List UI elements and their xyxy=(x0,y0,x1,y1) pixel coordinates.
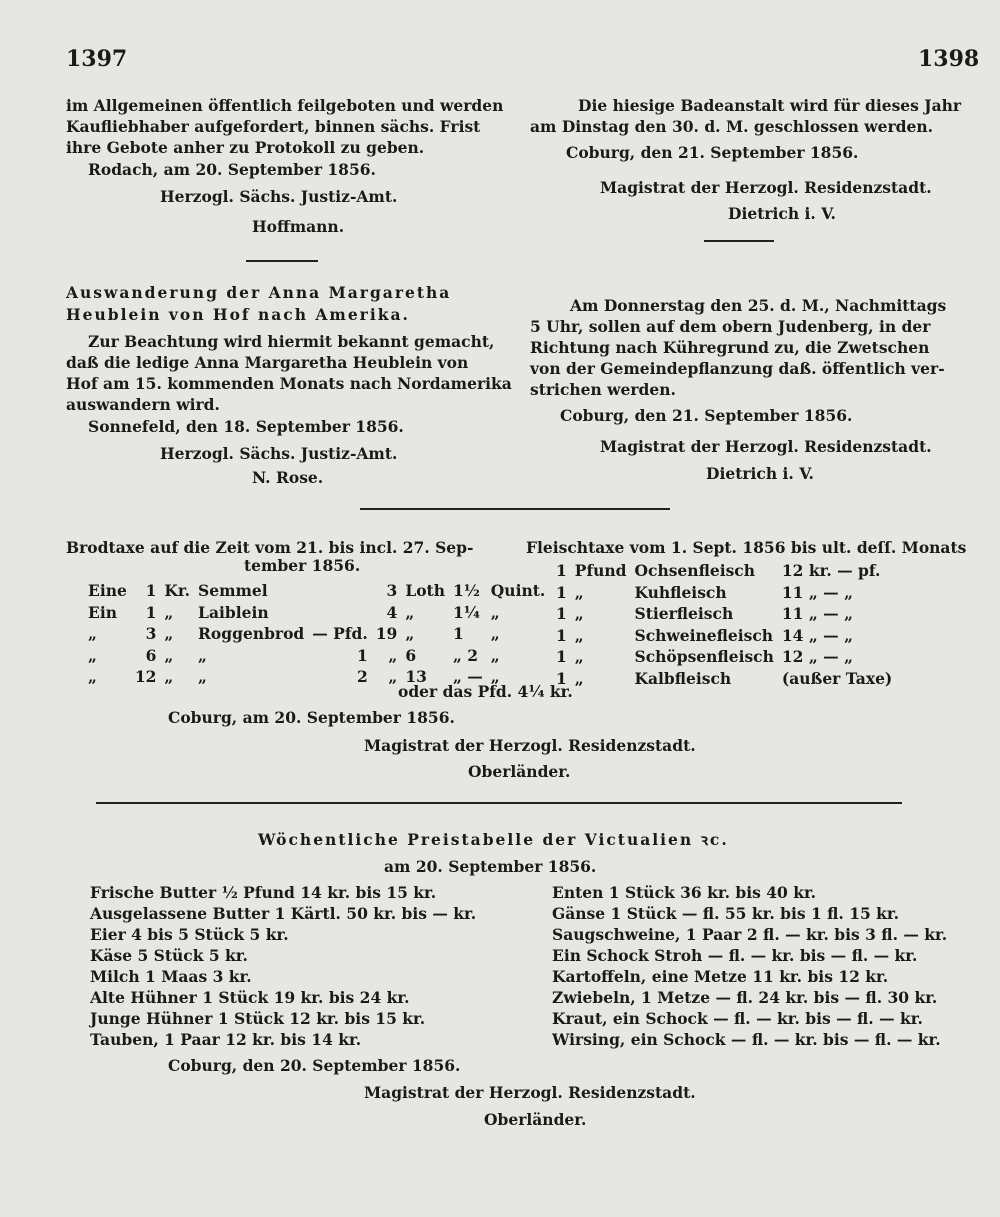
cell: „ xyxy=(388,645,398,665)
cell: „ xyxy=(164,602,174,622)
prices-date: am 20. September 1856. xyxy=(384,857,597,876)
cell: „ xyxy=(405,602,415,622)
taxes-signer: Oberländer. xyxy=(468,762,571,781)
cell: „ — xyxy=(452,667,483,686)
bread-table xyxy=(84,580,549,688)
emigration-authority: Herzogl. Sächs. Justiz-Amt. xyxy=(160,444,398,463)
cell: „ xyxy=(198,645,207,665)
bread-title-2: tember 1856. xyxy=(244,556,361,575)
price-item: Enten 1 Stück 36 kr. bis 40 kr. xyxy=(552,883,817,902)
bath-authority: Magistrat der Herzogl. Residenzstadt. xyxy=(600,178,932,197)
price-item: Wirsing, ein Schock — fl. — kr. bis — fl. — kr. xyxy=(552,1030,941,1049)
cell: Pfund xyxy=(574,561,627,580)
cell: 1 xyxy=(556,582,567,602)
cell: 2 xyxy=(356,667,368,686)
plum-line-1: Am Donnerstag den 25. d. M., Nachmittags xyxy=(570,296,947,315)
auction-place-date: Rodach, am 20. September 1856. xyxy=(88,160,376,179)
emigration-line-3: Hof am 15. kommenden Monats nach Nordamerika xyxy=(66,374,512,393)
table-row xyxy=(552,625,896,647)
cell: (außer Taxe) xyxy=(781,668,893,688)
cell: Quint. xyxy=(490,581,546,600)
table-row xyxy=(84,645,549,667)
cell: 1¼ xyxy=(452,602,480,622)
cell: 6 xyxy=(405,645,417,665)
cell xyxy=(308,602,371,624)
cell: Semmel xyxy=(198,581,268,600)
price-item: Junge Hühner 1 Stück 12 kr. bis 15 kr. xyxy=(90,1009,426,1028)
cell: „ 2 xyxy=(452,645,479,665)
auction-authority: Herzogl. Sächs. Justiz-Amt. xyxy=(160,187,398,206)
prices-title: Wöchentliche Preistabelle der Victualien ꝛc. xyxy=(258,830,729,849)
auction-line-3: ihre Gebote anher zu Protokoll zu geben. xyxy=(66,138,425,157)
cell: „ xyxy=(574,668,584,688)
emigration-line-2: daß die ledige Anna Margaretha Heublein von xyxy=(66,353,469,372)
page-number-right: 1398 xyxy=(918,46,980,72)
cell: 1 xyxy=(145,581,157,600)
auction-line-2: Kaufliebhaber aufgefordert, binnen sächs. Frist xyxy=(66,117,481,136)
cell: Kuhfleisch xyxy=(634,582,727,602)
section-rule xyxy=(360,508,670,510)
price-item: Eier 4 bis 5 Stück 5 kr. xyxy=(90,925,289,944)
bath-line-1: Die hiesige Badeanstalt wird für dieses Jahr xyxy=(578,96,962,115)
bread-title-1: Brodtaxe auf die Zeit vom 21. bis incl. 27. Sep- xyxy=(66,538,474,557)
meat-title: Fleischtaxe vom 1. Sept. 1856 bis ult. deſſ. Monats xyxy=(526,538,967,557)
cell: 12 kr. — pf. xyxy=(781,561,881,580)
cell: „ xyxy=(490,645,500,665)
cell: 1 xyxy=(556,604,567,623)
bath-line-2: am Dinstag den 30. d. M. geschlossen werden. xyxy=(530,117,933,136)
price-item: Käse 5 Stück 5 kr. xyxy=(90,946,248,965)
prices-authority: Magistrat der Herzogl. Residenzstadt. xyxy=(364,1083,696,1102)
price-item: Saugschweine, 1 Paar 2 fl. — kr. bis 3 fl. — kr. xyxy=(552,925,948,944)
cell: 13 xyxy=(405,667,427,686)
cell: „ xyxy=(198,667,207,686)
cell: Kr. xyxy=(164,581,191,600)
table-row xyxy=(84,602,549,624)
cell: „ xyxy=(88,645,97,665)
emigration-place-date: Sonnefeld, den 18. September 1856. xyxy=(88,417,404,436)
cell: Kalbfleisch xyxy=(634,668,732,688)
section-divider-short xyxy=(246,260,318,262)
cell: Eine xyxy=(88,581,127,600)
price-item: Gänse 1 Stück — fl. 55 kr. bis 1 fl. 15 kr. xyxy=(552,904,900,923)
cell: 1 xyxy=(556,647,567,666)
price-item: Kartoffeln, eine Metze 11 kr. bis 12 kr. xyxy=(552,967,889,986)
cell: 11 „ — „ xyxy=(781,582,853,602)
cell: 1 xyxy=(556,561,567,580)
section-divider-short-right xyxy=(704,240,774,242)
cell: „ xyxy=(88,624,97,643)
price-item: Alte Hühner 1 Stück 19 kr. bis 24 kr. xyxy=(90,988,410,1007)
table-row xyxy=(552,560,896,582)
cell: 3 xyxy=(145,624,157,643)
cell: 14 „ — „ xyxy=(781,625,853,645)
cell: Stierfleisch xyxy=(634,604,734,623)
cell: Schöpsenfleisch xyxy=(634,647,774,666)
emigration-line-1: Zur Beachtung wird hiermit bekannt gemacht, xyxy=(88,332,495,351)
cell: „ xyxy=(388,667,398,686)
cell: Laiblein xyxy=(198,602,269,622)
table-row xyxy=(552,603,896,625)
plum-signer: Dietrich i. V. xyxy=(706,464,814,483)
cell: Ochsenfleisch xyxy=(634,561,756,580)
cell: „ xyxy=(164,645,174,665)
prices-signer: Oberländer. xyxy=(484,1110,587,1129)
cell: 12 xyxy=(134,667,157,686)
bath-place-date: Coburg, den 21. September 1856. xyxy=(566,143,859,162)
table-row xyxy=(84,623,549,645)
price-item: Ausgelassene Butter 1 Kärtl. 50 kr. bis — kr. xyxy=(90,904,477,923)
page-number-left: 1397 xyxy=(66,46,128,72)
cell: „ xyxy=(88,667,97,686)
cell: 11 „ — „ xyxy=(781,604,853,623)
emigration-line-4: auswandern wird. xyxy=(66,395,220,414)
auction-line-1: im Allgemeinen öffentlich feilgeboten und werden xyxy=(66,96,504,115)
taxes-place-date: Coburg, am 20. September 1856. xyxy=(168,708,455,727)
cell: Ein xyxy=(88,602,117,622)
cell: „ xyxy=(490,667,500,686)
taxes-authority: Magistrat der Herzogl. Residenzstadt. xyxy=(364,736,696,755)
cell: „ xyxy=(164,667,174,686)
price-item: Tauben, 1 Paar 12 kr. bis 14 kr. xyxy=(90,1030,362,1049)
auction-signer: Hoffmann. xyxy=(252,217,345,236)
cell: „ xyxy=(164,624,174,643)
cell: „ xyxy=(490,602,500,622)
cell xyxy=(308,580,371,602)
plum-line-2: 5 Uhr, sollen auf dem obern Judenberg, in der xyxy=(530,317,931,336)
table-row xyxy=(84,580,549,602)
cell: 19 xyxy=(375,624,398,643)
cell: „ xyxy=(574,582,584,602)
cell: 1 xyxy=(556,668,567,688)
meat-table xyxy=(552,560,896,689)
plum-place-date: Coburg, den 21. September 1856. xyxy=(560,406,853,425)
emigration-signer: N. Rose. xyxy=(252,468,324,487)
cell: 1 xyxy=(452,624,464,643)
cell: 12 „ — „ xyxy=(781,647,853,666)
price-item: Ein Schock Stroh — fl. — kr. bis — fl. — kr. xyxy=(552,946,918,965)
bath-signer: Dietrich i. V. xyxy=(728,204,836,223)
cell: 1½ xyxy=(452,581,480,600)
section-rule-full xyxy=(96,802,902,804)
table-row xyxy=(552,582,896,604)
plum-authority: Magistrat der Herzogl. Residenzstadt. xyxy=(600,437,932,456)
price-item: Milch 1 Maas 3 kr. xyxy=(90,967,252,986)
cell: „ xyxy=(574,604,584,623)
bread-per-pound: oder das Pfd. 4¼ kr. xyxy=(398,682,573,701)
cell: 3 xyxy=(386,581,398,600)
cell: Roggenbrod xyxy=(198,624,305,643)
cell: „ xyxy=(574,647,584,666)
prices-place-date: Coburg, den 20. September 1856. xyxy=(168,1056,461,1075)
table-row xyxy=(552,668,896,690)
plum-line-5: strichen werden. xyxy=(530,380,676,399)
price-item: Frische Butter ½ Pfund 14 kr. bis 15 kr. xyxy=(90,883,437,902)
cell: 1 xyxy=(556,625,567,645)
cell: „ xyxy=(490,624,500,643)
emigration-title-1: Auswanderung der Anna Margaretha xyxy=(66,283,452,302)
emigration-title-2: Heublein von Hof nach Amerika. xyxy=(66,305,410,324)
cell: 4 xyxy=(386,602,398,622)
price-item: Zwiebeln, 1 Metze — fl. 24 kr. bis — fl. 30 kr. xyxy=(552,988,938,1007)
price-item: Kraut, ein Schock — fl. — kr. bis — fl. — kr. xyxy=(552,1009,923,1028)
cell: 6 xyxy=(145,645,157,665)
plum-line-4: von der Gemeindepflanzung daß. öffentlich ver- xyxy=(530,359,945,378)
table-row xyxy=(552,646,896,668)
cell: 1 xyxy=(356,645,368,665)
cell: 1 xyxy=(145,602,157,622)
cell: Loth xyxy=(405,581,445,600)
cell: „ xyxy=(574,625,584,645)
cell: — Pfd. xyxy=(312,624,368,643)
cell: „ xyxy=(405,624,415,643)
cell: Schweinefleisch xyxy=(634,625,774,645)
plum-line-3: Richtung nach Kühregrund zu, die Zwetschen xyxy=(530,338,930,357)
